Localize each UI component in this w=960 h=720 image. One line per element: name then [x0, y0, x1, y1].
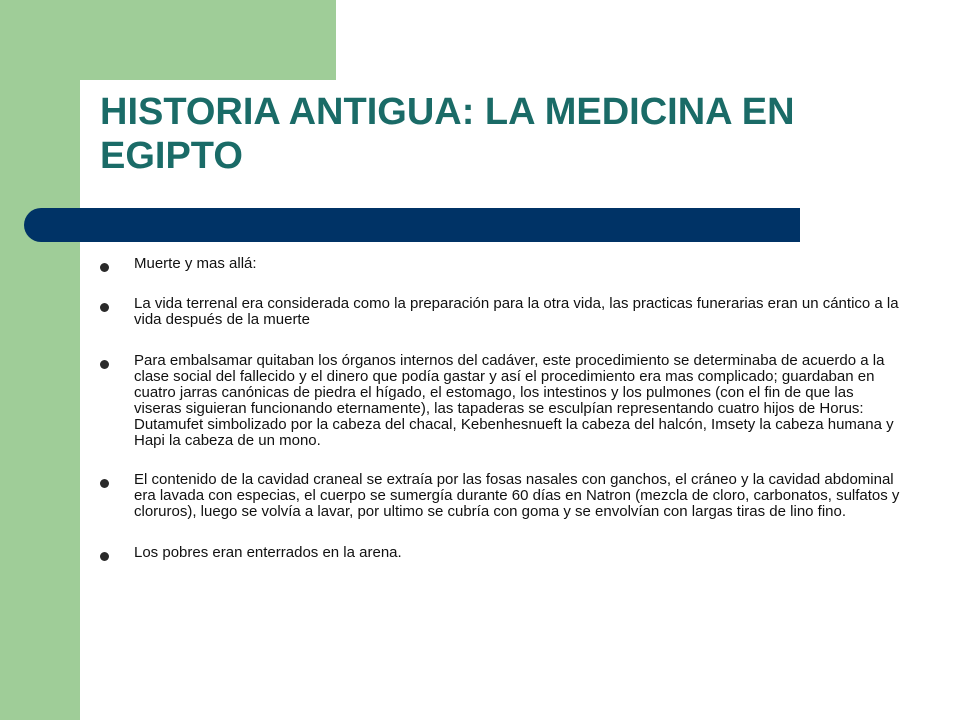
bullet-item — [100, 472, 900, 520]
bullet-text: Muerte y mas allá: — [134, 255, 257, 272]
green-side-band — [0, 0, 80, 720]
bullet-text: El contenido de la cavidad craneal se extraía por las fosas nasales con ganchos, el cráneo y la cavidad abdominal era lavada con especias, el cuerpo se sumergía durante 60 días en Natron (mezcla de cloro, carbonatos, sulfatos y cloruros), luego se volvía a lavar, por ultimo se cubría con goma y se envolvían con largas tiras de lino fino. — [134, 471, 900, 520]
slide-title: HISTORIA ANTIGUA: LA MEDICINA EN EGIPTO — [100, 91, 795, 177]
bullet-dot-icon — [100, 360, 109, 369]
bullet-dot-icon — [100, 263, 109, 272]
bullet-item — [100, 296, 900, 328]
bullet-dot-icon — [100, 479, 109, 488]
bullet-text: Los pobres eran enterrados en la arena. — [134, 544, 402, 561]
bullet-item — [100, 545, 900, 561]
bullet-list — [100, 250, 900, 561]
bullet-dot-icon — [100, 552, 109, 561]
bullet-text: Para embalsamar quitaban los órganos internos del cadáver, este procedimiento se determinaba de acuerdo a la clase social del fallecido y el dinero que podía gastar y así el procedimiento era mas complicado; guardaban en cuatro jarras canónicas de piedra el hígado, el estomago, los intestinos y los pulmones (con el fin de que las viseras siguieran funcionando eternamente), las tapaderas se esculpían representando cuatro hijos de Horus: Dutamufet simbolizado por la cabeza del chacal, Kebenhesnueft la cabeza del halcón, Imsety la cabeza humana y Hapi la cabeza de un mono. — [134, 352, 894, 449]
bullet-item — [100, 353, 900, 449]
bullet-dot-icon — [100, 303, 109, 312]
bullet-text: La vida terrenal era considerada como la preparación para la otra vida, las practicas funerarias eran un cántico a la vida después de la muerte — [134, 295, 899, 328]
bullet-item — [100, 256, 900, 272]
title-underline-bar — [24, 208, 800, 242]
green-top-block — [80, 0, 336, 80]
